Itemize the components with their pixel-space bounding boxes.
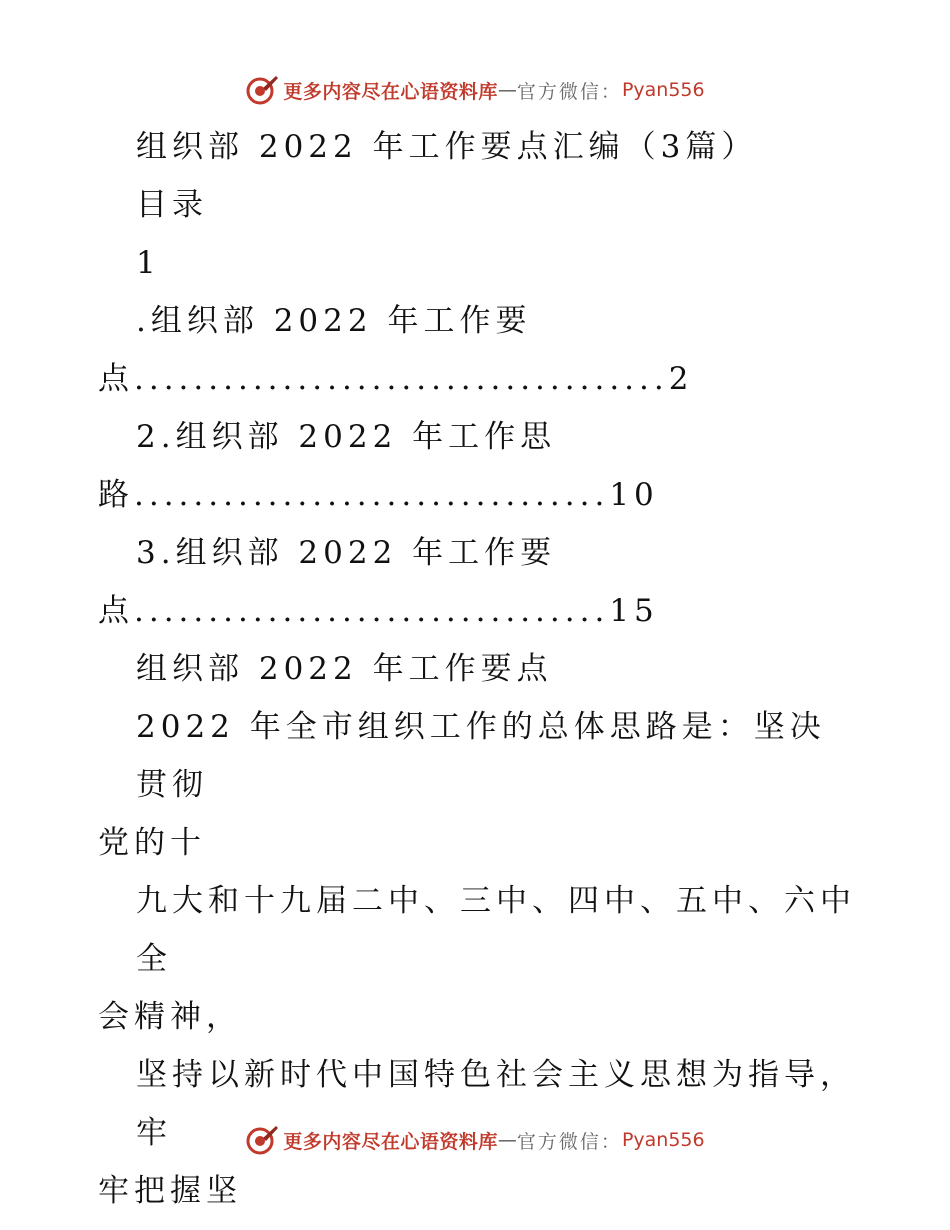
wechat-id: Pyan556 <box>621 1129 705 1151</box>
toc-entry-line <box>98 582 858 640</box>
document-title: 组织部 2022 年工作要点汇编（3篇） <box>136 129 758 165</box>
watermark-text: 更多内容尽在心语资料库 <box>283 1130 498 1153</box>
toc-entry-tail: 点 <box>98 593 134 629</box>
paragraph-line: 会精神， <box>98 999 242 1035</box>
paragraph-line: 九大和十九届二中、三中、四中、五中、六中全 <box>136 883 856 977</box>
toc-number: 1 <box>136 245 161 281</box>
wechat-label: 官方微信： <box>516 80 622 103</box>
toc-page-number: 2 <box>668 361 694 397</box>
toc-leader-dots: ................................ <box>134 477 610 513</box>
toc-heading: 目录 <box>136 187 208 223</box>
paragraph-line: 党的十 <box>98 825 206 861</box>
pen-logo-icon <box>245 73 279 107</box>
toc-entry-title: 3.组织部 2022 年工作要 <box>136 535 557 571</box>
toc-leader-dots: .................................... <box>134 361 669 397</box>
wechat-id: Pyan556 <box>621 79 705 101</box>
toc-entry-title: .组织部 2022 年工作要 <box>136 303 532 339</box>
toc-entry-line <box>98 466 858 524</box>
footer-watermark <box>0 1122 950 1158</box>
paragraph-line: 牢把握坚 <box>98 1173 242 1209</box>
wechat-label: 官方微信： <box>516 1130 622 1153</box>
toc-leader-dots: ................................ <box>134 593 610 629</box>
toc-entry-title: 2.组织部 2022 年工作思 <box>136 419 557 455</box>
pen-logo-icon <box>245 1123 279 1157</box>
watermark-separator: — <box>497 1129 517 1151</box>
toc-page-number: 15 <box>609 593 659 629</box>
paragraph-line: 坚持以新时代中国特色社会主义思想为指导，牢 <box>136 1057 856 1151</box>
toc-entry-tail: 点 <box>98 361 134 397</box>
section-title: 组织部 2022 年工作要点 <box>136 651 553 687</box>
toc-page-number: 10 <box>609 477 659 513</box>
header-watermark <box>0 72 950 108</box>
watermark-text: 更多内容尽在心语资料库 <box>283 80 498 103</box>
toc-entry-line <box>98 350 858 408</box>
paragraph-line: 2022 年全市组织工作的总体思路是：坚决贯彻 <box>136 709 826 803</box>
watermark-separator: — <box>497 79 517 101</box>
document-body <box>98 118 858 1220</box>
toc-entry-tail: 路 <box>98 477 134 513</box>
